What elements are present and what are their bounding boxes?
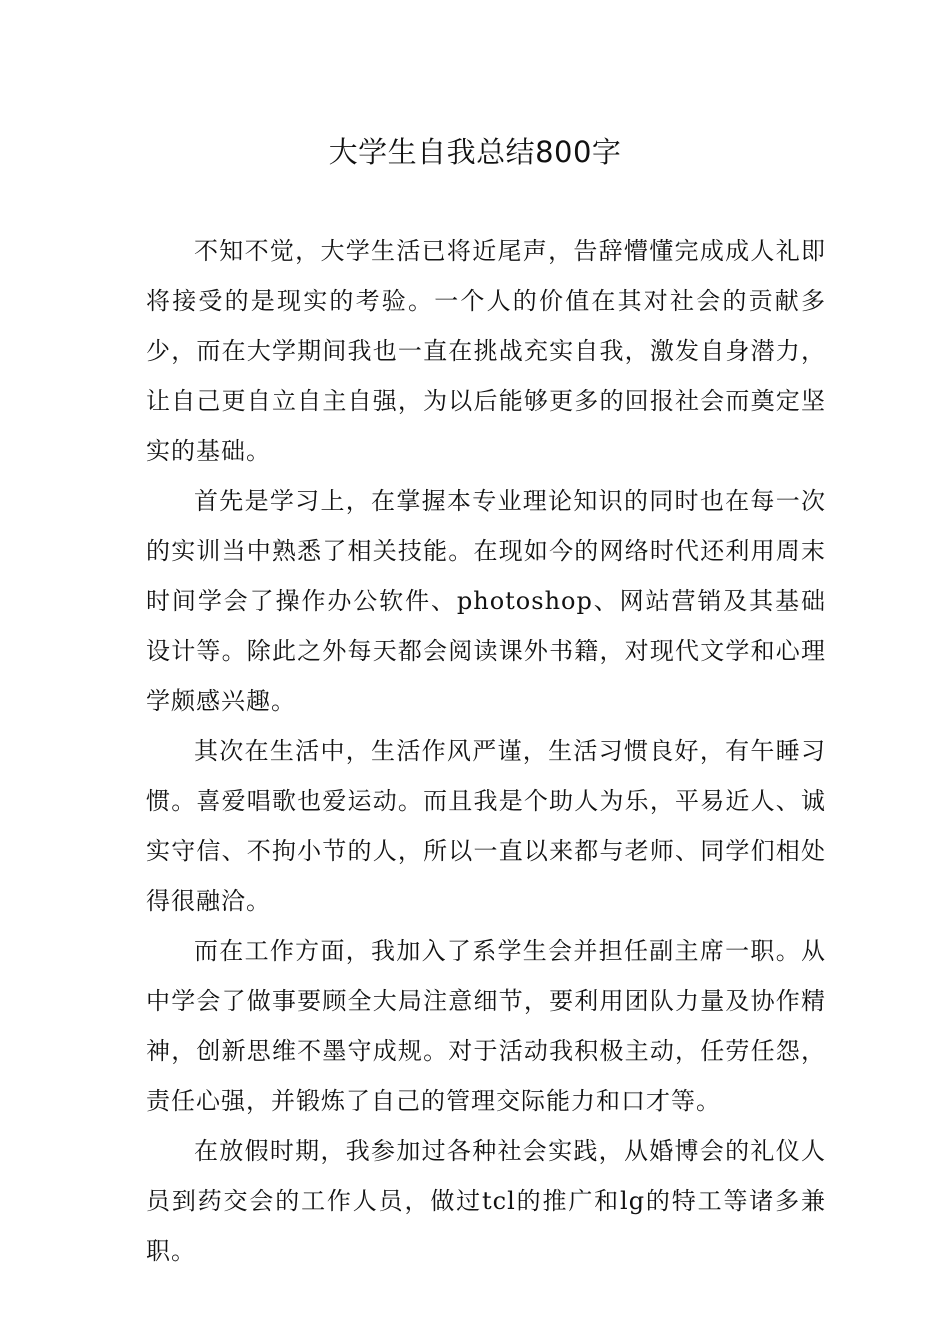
paragraph-study: 首先是学习上，在掌握本专业理论知识的同时也在每一次的实训当中熟悉了相关技能。在现如今的网络时代还利用周末时间学会了操作办公软件、photoshop、网站营销及其基础设计等。除此之外每天都会阅读课外书籍，对现代文学和心理学颇感兴趣。 bbox=[146, 487, 826, 715]
document-title: 大学生自我总结800字 bbox=[328, 135, 622, 169]
paragraph-life: 其次在生活中，生活作风严谨，生活习惯良好，有午睡习惯。喜爱唱歌也爱运动。而且我是个助人为乐，平易近人、诚实守信、不拘小节的人，所以一直以来都与老师、同学们相处得很融洽。 bbox=[146, 737, 826, 915]
paragraph-practice: 在放假时期，我参加过各种社会实践，从婚博会的礼仪人员到药交会的工作人员，做过tcl的推广和lg的特工等诸多兼职。 bbox=[146, 1137, 826, 1265]
paragraph-intro: 不知不觉，大学生活已将近尾声，告辞懵懂完成成人礼即将接受的是现实的考验。一个人的价值在其对社会的贡献多少，而在大学期间我也一直在挑战充实自我，激发自身潜力，让自己更自立自主自强，为以后能够更多的回报社会而奠定坚实的基础。 bbox=[146, 237, 826, 465]
paragraph-work: 而在工作方面，我加入了系学生会并担任副主席一职。从中学会了做事要顾全大局注意细节，要利用团队力量及协作精神，创新思维不墨守成规。对于活动我积极主动，任劳任怨，责任心强，并锻炼了自己的管理交际能力和口才等。 bbox=[146, 937, 826, 1115]
document-body bbox=[146, 226, 826, 1276]
